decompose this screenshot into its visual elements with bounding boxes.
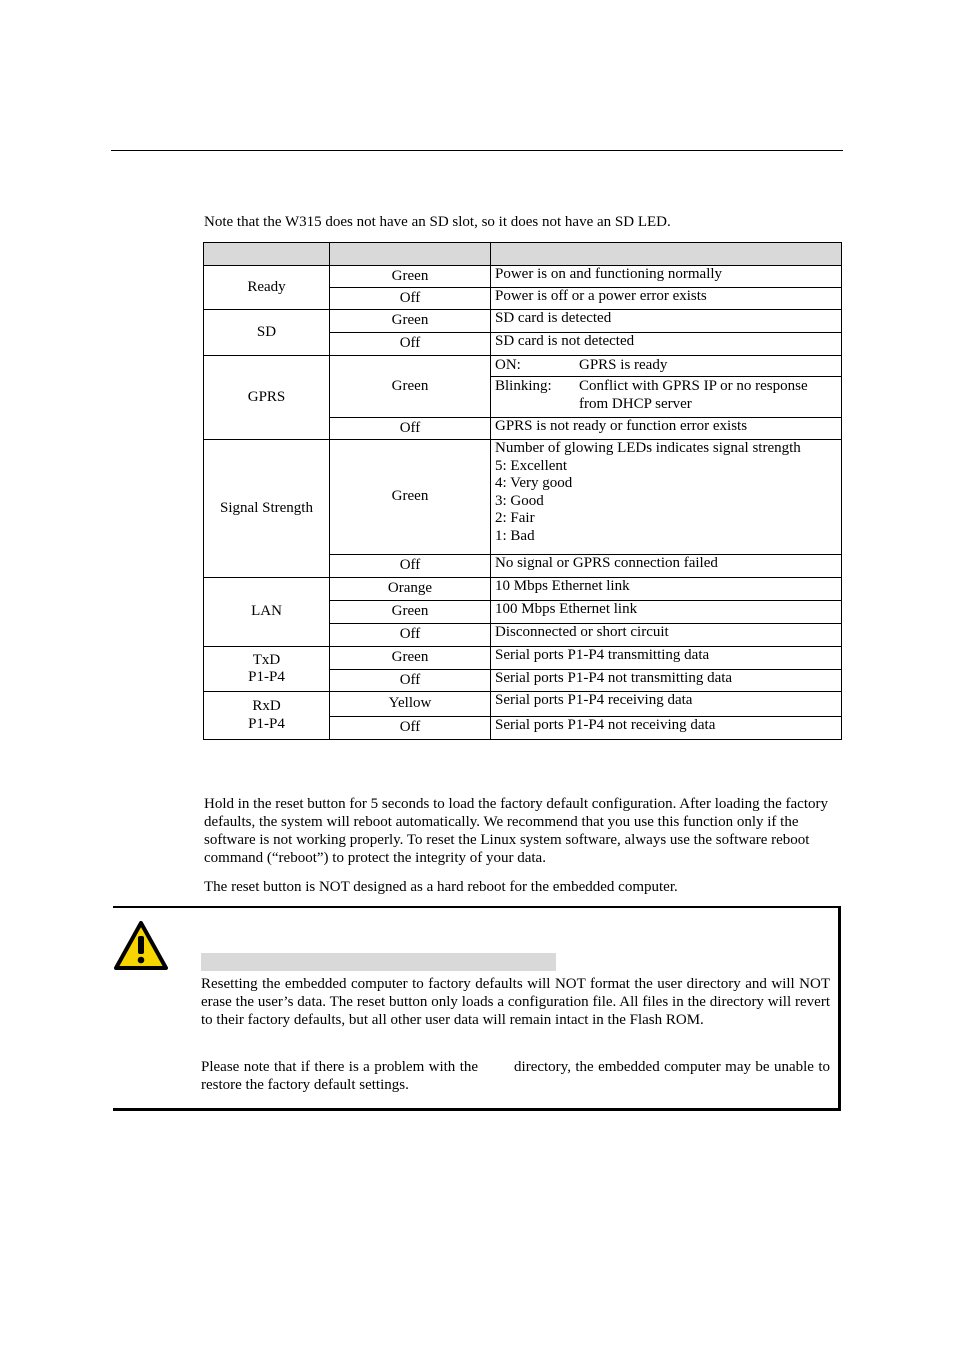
led-table	[203, 242, 842, 740]
table-row	[204, 578, 842, 601]
led-name-line: P1-P4	[248, 669, 285, 685]
header-rule	[111, 150, 843, 151]
signal-line: 1: Bad	[495, 527, 535, 544]
signal-line: 5: Excellent	[495, 457, 568, 474]
signal-line: Number of glowing LEDs indicates signal strength	[495, 440, 801, 456]
signal-line: 3: Good	[495, 492, 544, 509]
led-name-signal-strength: Signal Strength	[204, 440, 330, 578]
gprs-blink-line	[491, 377, 841, 413]
led-name-line: P1-P4	[248, 715, 285, 732]
led-color: Green	[330, 310, 491, 333]
led-desc: Power is off or a power error exists	[491, 288, 842, 310]
warning-triangle-icon	[113, 920, 169, 972]
led-name-ready: Ready	[204, 266, 330, 310]
gprs-blink-text: Conflict with GPRS IP or no response from DHCP server	[579, 378, 808, 412]
led-desc: Serial ports P1-P4 not transmitting data	[491, 670, 842, 692]
header-color	[330, 243, 491, 266]
led-desc: Serial ports P1-P4 not receiving data	[491, 717, 842, 740]
led-color: Green	[330, 601, 491, 624]
led-name-line: TxD	[252, 651, 281, 668]
led-desc: SD card is not detected	[491, 333, 842, 356]
table-row	[204, 692, 842, 717]
led-name-sd: SD	[204, 310, 330, 356]
led-color: Off	[330, 555, 491, 578]
led-color: Orange	[330, 578, 491, 601]
led-desc: No signal or GPRS connection failed	[491, 555, 842, 578]
led-color: Yellow	[330, 692, 491, 717]
led-name-rxd	[204, 692, 330, 740]
led-color: Off	[330, 717, 491, 740]
led-color: Green	[330, 440, 491, 555]
led-name-line: RxD	[252, 698, 281, 714]
table-row	[204, 647, 842, 670]
signal-line: 2: Fair	[495, 510, 535, 526]
table-header-row	[204, 243, 842, 266]
led-desc	[491, 440, 842, 555]
signal-line: 4: Very good	[495, 475, 573, 491]
table-row	[204, 266, 842, 288]
led-color: Green	[330, 266, 491, 288]
reset-paragraph-2: The reset button is NOT designed as a hard reboot for the embedded computer.	[204, 879, 678, 895]
led-color: Off	[330, 333, 491, 356]
led-color: Off	[330, 418, 491, 440]
gprs-on-label: ON:	[495, 357, 521, 374]
gprs-blink-label: Blinking:	[495, 378, 552, 394]
warning-paragraph-2-end: directory, the embedded computer may be unable to restore the factory default settings.	[201, 1059, 830, 1093]
gprs-on-line	[491, 356, 841, 377]
led-desc: 10 Mbps Ethernet link	[491, 578, 842, 601]
led-name-gprs: GPRS	[204, 356, 330, 440]
led-name-txd	[204, 647, 330, 692]
header-led-name	[204, 243, 330, 266]
table-row	[204, 356, 842, 418]
gprs-on-text: GPRS is ready	[579, 357, 668, 374]
table-row	[204, 440, 842, 555]
led-desc: GPRS is not ready or function error exists	[491, 418, 842, 440]
table-row	[204, 310, 842, 333]
led-desc: Serial ports P1-P4 transmitting data	[491, 647, 842, 670]
warning-paragraph-1: Resetting the embedded computer to factory defaults will NOT format the user directory and will NOT erase the user’s data. The reset button only loads a configuration file. All files in the directory will revert to their factory defaults, but all other user data will remain intact in the Flash ROM.	[201, 976, 830, 1028]
led-desc: Power is on and functioning normally	[491, 266, 842, 288]
led-color: Off	[330, 288, 491, 310]
led-desc	[491, 356, 842, 418]
led-color: Off	[330, 670, 491, 692]
led-desc: Serial ports P1-P4 receiving data	[491, 692, 842, 717]
led-desc: Disconnected or short circuit	[491, 624, 842, 647]
led-color: Off	[330, 624, 491, 647]
led-color: Green	[330, 647, 491, 670]
led-desc: 100 Mbps Ethernet link	[491, 601, 842, 624]
note-text: Note that the W315 does not have an SD slot, so it does not have an SD LED.	[204, 214, 671, 230]
warning-title-bar	[201, 953, 556, 971]
led-color: Green	[330, 356, 491, 418]
led-desc: SD card is detected	[491, 310, 842, 333]
warning-paragraph-2	[201, 1058, 830, 1094]
warning-paragraph-2-start: Please note that if there is a problem with the	[201, 1059, 479, 1075]
reset-paragraph-1: Hold in the reset button for 5 seconds to load the factory default configuration. After loading the factory defaults, the system will reboot automatically. We recommend that you use this function only if the software is not working properly. To reset the Linux system software, always use the software reboot command (“reboot”) to protect the integrity of your data.	[204, 796, 828, 866]
led-name-lan: LAN	[204, 578, 330, 647]
header-function	[491, 243, 842, 266]
